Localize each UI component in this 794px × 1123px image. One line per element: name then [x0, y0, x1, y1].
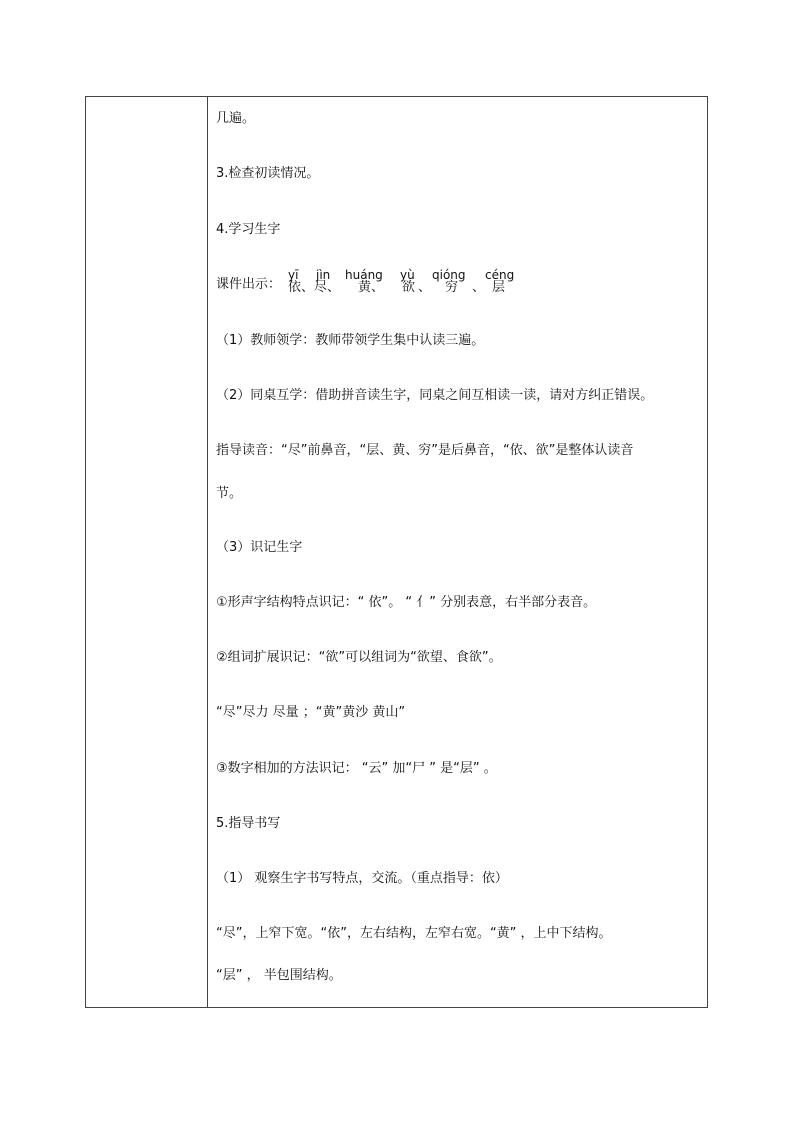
hanzi: 穷 — [445, 280, 459, 295]
courseware-label: 课件出示： — [216, 277, 282, 292]
pinyin: qióng — [432, 268, 466, 282]
hanzi: 、 — [472, 280, 486, 295]
text-line: 指导读音：“尽”前鼻音，“层、黄、穷”是后鼻音，“依、欲”是整体认读音 — [216, 443, 634, 458]
pinyin: jìn — [316, 268, 331, 282]
hanzi: 黄 — [358, 280, 372, 295]
text-line: （1） 观察生字书写特点，交流。（重点指导：依） — [216, 871, 508, 886]
text-line: ③数字相加的方法识记： “云” 加“尸 ” 是“层” 。 — [216, 761, 497, 776]
hanzi: 尽 — [314, 280, 328, 295]
hanzi: 、 — [371, 280, 385, 295]
text-line: （2）同桌互学：借助拼音读生字，同桌之间互相读一读，请对方纠正错误。 — [216, 388, 654, 403]
pinyin: céng — [485, 268, 515, 282]
lesson-table — [85, 96, 708, 1008]
text-line: ①形声字结构特点识记：“ 依”。 “ 亻” 分别表意，右半部分表音。 — [216, 595, 597, 610]
pinyin: yī — [288, 268, 299, 282]
text-line: 几遍。 — [216, 111, 256, 126]
text-line: （3）识记生字 — [216, 540, 303, 555]
text-line: 3.检查初读情况。 — [216, 166, 320, 181]
text-line: 4.学习生字 — [216, 222, 281, 237]
text-line: “尽”，上窄下宽。“依”，左右结构，左窄右宽。“黄” ，上中下结构。 — [216, 926, 612, 941]
text-line: ②组词扩展识记：“欲”可以组词为“欲望、食欲”。 — [216, 650, 502, 665]
hanzi: 、 — [418, 280, 432, 295]
hanzi: 、 — [327, 280, 341, 295]
text-line: （1）教师领学：教师带领学生集中认读三遍。 — [216, 333, 485, 348]
pinyin: huáng — [345, 268, 383, 282]
column-divider — [207, 97, 208, 1007]
pinyin: yù — [400, 268, 415, 282]
courseware-line — [216, 268, 515, 295]
hanzi: 依 — [288, 280, 302, 295]
text-line: “层” ， 半包围结构。 — [216, 968, 342, 983]
text-line: “尽”尽力 尽量 ；“黄”黄沙 黄山” — [216, 705, 406, 720]
text-line: 节。 — [216, 486, 243, 501]
hanzi: 欲 — [402, 280, 416, 295]
hanzi: 、 — [301, 280, 315, 295]
text-line: 5.指导书写 — [216, 816, 281, 831]
hanzi: 层 — [492, 280, 506, 295]
